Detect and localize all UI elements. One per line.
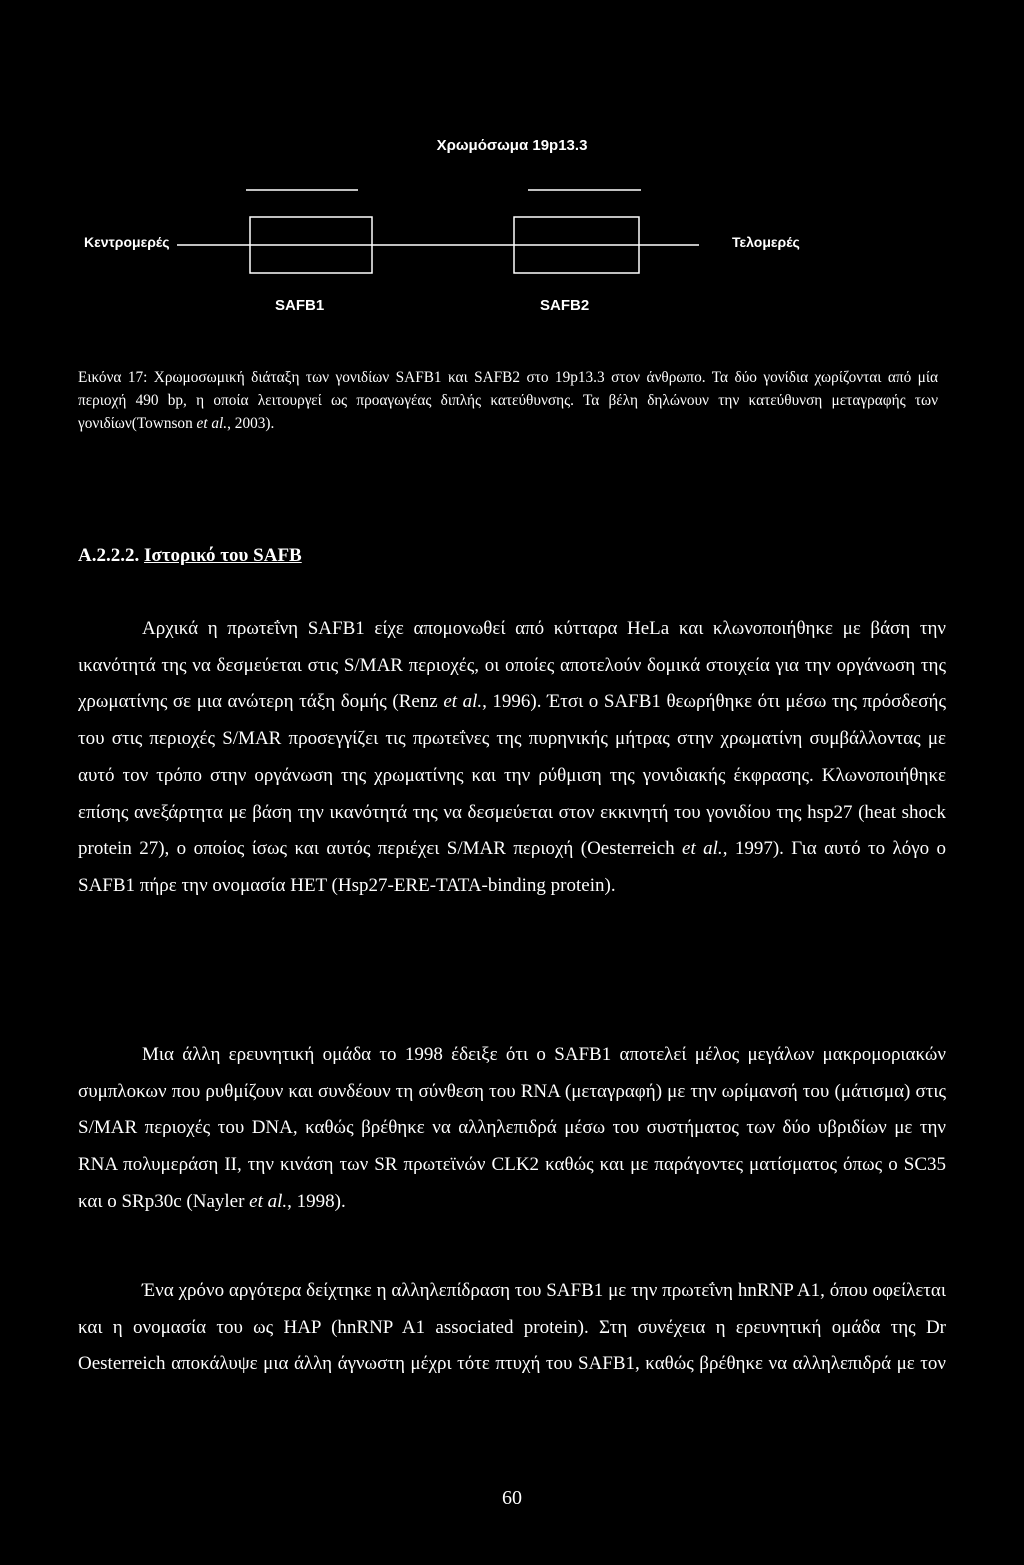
- figure-title: Χρωμόσωμα 19p13.3: [436, 137, 588, 154]
- chromosome-diagram: [0, 170, 1024, 290]
- paragraph-2: Μια άλλη ερευνητική ομάδα το 1998 έδειξε ότι ο SAFB1 αποτελεί μέλος μεγάλων μακρομοριακών συμπλοκων που ρυθμίζουν και συνδέουν τη σύνθεση του RNA (μεταγραφή) με την ωρίμανσή του (μάτισμα) στις S/MAR περιοχές του DNA, καθώς βρέθηκε να αλληλεπιδρά μέσω του συστήματος των δύο υβριδίων με την RNA πολυμεράση II, την κινάση των SR πρωτεϊνών CLK2 καθώς και με παράγοντες ματίσματος όπως ο SC35 και ο SRp30c (Nayler et al., 1998).: [78, 1044, 946, 1212]
- centromere-label: Κεντρομερές: [84, 234, 170, 250]
- gene-label-safb1: SAFB1: [275, 297, 325, 314]
- paragraph-3: Ένα χρόνο αργότερα δείχτηκε η αλληλεπίδραση του SAFB1 με την πρωτεΐνη hnRNP A1, όπου οφείλεται και η ονομασία του ως HAP (hnRNP A1 associated protein). Στη συνέχεια η ερευνητική ομάδα της Dr Oesterreich αποκάλυψε μια άλλη άγνωστη μέχρι τότε πτυχή του SAFB1, καθώς βρέθηκε να αλληλεπιδρά με τον: [78, 1280, 946, 1375]
- figure-caption: Εικόνα 17: Χρωμοσωμική διάταξη των γονιδίων SAFB1 και SAFB2 στο 19p13.3 στον άνθρωπο. Τα δύο γονίδια χωρίζονται από μία περιοχή 490 bp, η οποία λειτουργεί ως προαγωγέας διπλής κατεύθυνσης. Τα βέλη δηλώνουν την κατεύθυνση μεταγραφής των γονιδίων(Townson et al., 2003).: [78, 369, 938, 432]
- section-heading: [78, 545, 302, 567]
- page-number: 60: [502, 1487, 522, 1509]
- gene-label-safb2: SAFB2: [540, 297, 590, 314]
- section-number: Α.2.2.2.: [78, 545, 140, 566]
- paragraph-1: Αρχικά η πρωτεΐνη SAFB1 είχε απομονωθεί από κύτταρα HeLa και κλωνοποιήθηκε με βάση την ικανότητά της να δεσμεύεται στις S/MAR περιοχές, οι οποίες αποτελούν δομικά στοιχεία για την οργάνωση της χρωματίνης σε μια ανώτερη τάξη δομής (Renz et al., 1996). Έτσι ο SAFB1 θεωρήθηκε ότι μέσω της πρόσδεσής του στις περιοχές S/MAR προσεγγίζει τις πρωτεΐνες της πυρηνικής μήτρας στην χρωματίνη συμβάλλοντας με αυτό τον τρόπο στην οργάνωση της χρωματίνης και την ρύθμιση της γονιδιακής έκφρασης. Κλωνοποιήθηκε επίσης ανεξάρτητα με βάση την ικανότητά της να δεσμεύεται στον εκκινητή του γονιδίου της hsp27 (heat shock protein 27), ο οποίος ίσως και αυτός περιέχει S/MAR περιοχή (Oesterreich et al., 1997). Για αυτό το λόγο ο SAFB1 πήρε την ονομασία HET (Hsp27-ERE-TATA-binding protein).: [78, 618, 946, 896]
- telomere-label: Τελομερές: [732, 234, 800, 250]
- section-title: Ιστορικό του SAFB: [143, 545, 302, 566]
